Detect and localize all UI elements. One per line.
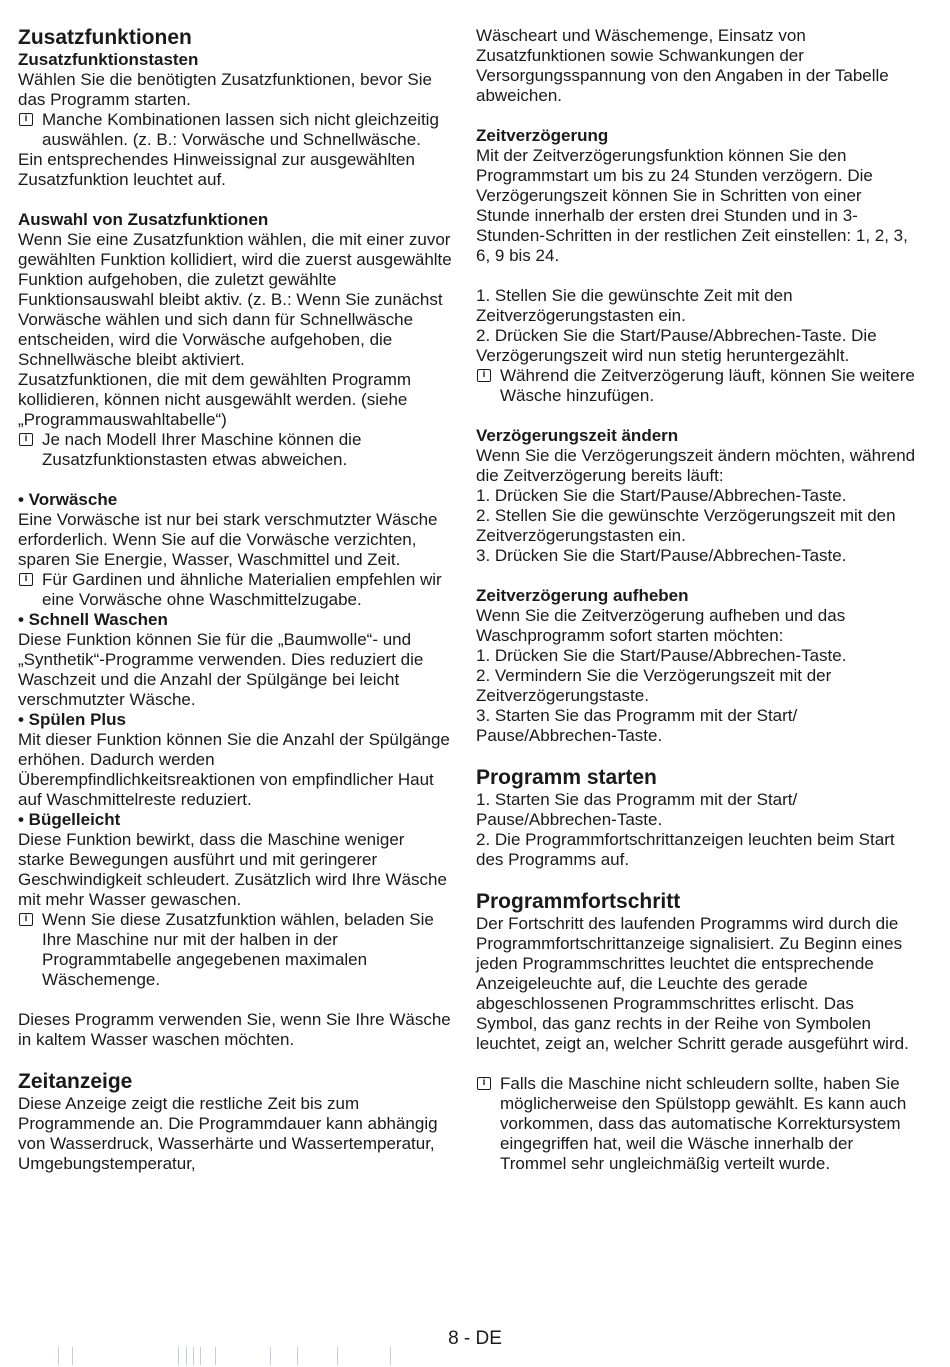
bullet-title-buegelleicht: • Bügelleicht xyxy=(18,810,121,829)
info-icon xyxy=(19,573,33,586)
bullet-title-vorwaesche: • Vorwäsche xyxy=(18,490,118,509)
info-icon xyxy=(19,913,33,926)
section-title-zusatzfunktionen: Zusatzfunktionen xyxy=(18,26,192,49)
paragraph: Mit der Zeitverzögerungsfunktion können Sie den Programmstart um bis zu 24 Stunden verzögern. Die Verzögerungszeit können Sie in Schritten von einer Stunde innerhalb der ersten drei Stunden und in 3-Stunden-Schritten in der restlichen Zeit einstellen: 1, 2, 3, 6, 9 bis 24. xyxy=(476,146,908,265)
paragraph: Diese Anzeige zeigt die restliche Zeit bis zum Programmende an. Die Programmdauer kann abhängig von Wasserdruck, Wasserhärte und Wassertemperatur, Umgebungstemperatur, xyxy=(18,1094,438,1173)
note xyxy=(18,430,453,470)
note xyxy=(18,570,453,610)
info-icon xyxy=(477,1077,491,1090)
info-icon xyxy=(19,113,33,126)
bullet-title-schnell-waschen: • Schnell Waschen xyxy=(18,610,168,629)
print-registration-marks xyxy=(0,1347,950,1365)
paragraph: Zusatzfunktionen, die mit dem gewählten Programm kollidieren, können nicht ausgewählt werden. (siehe „Programmauswahltabelle“) xyxy=(18,370,412,429)
paragraph: Wählen Sie die benötigten Zusatzfunktionen, bevor Sie das Programm starten. xyxy=(18,70,432,109)
info-icon xyxy=(19,433,33,446)
note-text: Für Gardinen und ähnliche Materialien empfehlen wir eine Vorwäsche ohne Waschmittelzugabe. xyxy=(42,570,442,609)
step: 3. Drücken Sie die Start/Pause/Abbrechen-Taste. xyxy=(476,546,847,565)
paragraph: Wenn Sie die Verzögerungszeit ändern möchten, während die Zeitverzögerung bereits läuft: xyxy=(476,446,916,485)
paragraph: Ein entsprechendes Hinweissignal zur ausgewählten Zusatzfunktion leuchtet auf. xyxy=(18,150,415,189)
info-icon xyxy=(477,369,491,382)
paragraph: Diese Funktion bewirkt, dass die Maschine weniger starke Bewegungen ausführt und mit geringerer Geschwindigkeit schleudert. Zusätzlich wird Ihre Wäsche mit mehr Wasser gewaschen. xyxy=(18,830,447,909)
subsection-title-zusatzfunktionstasten: Zusatzfunktionstasten xyxy=(18,50,199,69)
step: 2. Vermindern Sie die Verzögerungszeit mit der Zeitverzögerungstaste. xyxy=(476,666,832,705)
step: 3. Starten Sie das Programm mit der Start/ Pause/Abbrechen-Taste. xyxy=(476,706,798,745)
step: 1. Drücken Sie die Start/Pause/Abbrechen-Taste. xyxy=(476,486,847,505)
step: 1. Starten Sie das Programm mit der Start/ Pause/Abbrechen-Taste. xyxy=(476,790,798,829)
note-text: Manche Kombinationen lassen sich nicht gleichzeitig auswählen. (z. B.: Vorwäsche und Schnellwäsche. xyxy=(42,110,439,149)
section-title-programmfortschritt: Programmfortschritt xyxy=(476,890,681,913)
note-text: Während die Zeitverzögerung läuft, können Sie weitere Wäsche hinzufügen. xyxy=(500,366,915,405)
step: 1. Stellen Sie die gewünschte Zeit mit den Zeitverzögerungstasten ein. xyxy=(476,286,793,325)
paragraph: Diese Funktion können Sie für die „Baumwolle“- und „Synthetik“-Programme verwenden. Dies reduziert die Waschzeit und die Anzahl der Spülgänge bei leicht verschmutzter Wäsche. xyxy=(18,630,424,709)
subsection-title-zeitverzoegerung: Zeitverzögerung xyxy=(476,126,609,145)
page-number: 8 - DE xyxy=(448,1328,502,1349)
paragraph: Der Fortschritt des laufenden Programms wird durch die Programmfortschrittanzeige signalisiert. Zu Beginn eines jeden Programmschrittes leuchtet die entsprechende Anzeigeleuchte auf, die Leuchte des gerade abgeschlossenen Programmschrittes erlischt. Das Symbol, das ganz rechts in der Reihe von Symbolen leuchtet, zeigt an, welcher Schritt gerade ausgeführt wird. xyxy=(476,914,909,1053)
step: 2. Drücken Sie die Start/Pause/Abbrechen-Taste. Die Verzögerungszeit wird nun stetig heruntergezählt. xyxy=(476,326,877,365)
step: 2. Die Programmfortschrittanzeigen leuchten beim Start des Programms auf. xyxy=(476,830,895,869)
bullet-title-spuelen-plus: • Spülen Plus xyxy=(18,710,126,729)
note xyxy=(18,910,453,990)
paragraph: Mit dieser Funktion können Sie die Anzahl der Spülgänge erhöhen. Dadurch werden Überempfindlichkeitsreaktionen von empfindlicher Haut auf Waschmittelreste reduziert. xyxy=(18,730,450,809)
note xyxy=(18,110,453,150)
section-title-zeitanzeige: Zeitanzeige xyxy=(18,1070,133,1093)
note-text: Je nach Modell Ihrer Maschine können die Zusatzfunktionstasten etwas abweichen. xyxy=(42,430,362,469)
note xyxy=(476,1074,916,1174)
step: 1. Drücken Sie die Start/Pause/Abbrechen-Taste. xyxy=(476,646,847,665)
right-column xyxy=(476,26,916,1174)
subsection-title-auswahl: Auswahl von Zusatzfunktionen xyxy=(18,210,269,229)
note xyxy=(476,366,916,406)
subsection-title-aendern: Verzögerungszeit ändern xyxy=(476,426,679,445)
section-title-programm-starten: Programm starten xyxy=(476,766,657,789)
step: 2. Stellen Sie die gewünschte Verzögerungszeit mit den Zeitverzögerungstasten ein. xyxy=(476,506,896,545)
paragraph: Wenn Sie eine Zusatzfunktion wählen, die mit einer zuvor gewählten Funktion kollidiert, wird die zuerst ausgewählte Funktion aufgehoben, die zuletzt gewählte Funktionsauswahl bleibt aktiv. (z. B.: Wenn Sie zunächst Vorwäsche wählen und sich dann für Schnellwäsche entscheiden, wird die Vorwäsche aufgehoben, die Schnellwäsche bleibt aktiviert. xyxy=(18,230,452,369)
note-text: Wenn Sie diese Zusatzfunktion wählen, beladen Sie Ihre Maschine nur mit der halben in der Programmtabelle angegebenen maximalen Wäschemenge. xyxy=(42,910,434,989)
subsection-title-aufheben: Zeitverzögerung aufheben xyxy=(476,586,689,605)
paragraph: Wäscheart und Wäschemenge, Einsatz von Zusatzfunktionen sowie Schwankungen der Versorgungsspannung von den Angaben in der Tabelle abweichen. xyxy=(476,26,889,105)
paragraph: Dieses Programm verwenden Sie, wenn Sie Ihre Wäsche in kaltem Wasser waschen möchten. xyxy=(18,1010,451,1049)
paragraph: Wenn Sie die Zeitverzögerung aufheben und das Waschprogramm sofort starten möchten: xyxy=(476,606,846,645)
left-column xyxy=(18,26,453,1174)
paragraph: Eine Vorwäsche ist nur bei stark verschmutzter Wäsche erforderlich. Wenn Sie auf die Vorwäsche verzichten, sparen Sie Energie, Wasser, Waschmittel und Zeit. xyxy=(18,510,438,569)
note-text: Falls die Maschine nicht schleudern sollte, haben Sie möglicherweise den Spülstopp gewählt. Es kann auch vorkommen, dass das automatische Korrektursystem eingegriffen hat, weil die Wäsche innerhalb der Trommel sehr ungleichmäßig verteilt wurde. xyxy=(500,1074,907,1173)
